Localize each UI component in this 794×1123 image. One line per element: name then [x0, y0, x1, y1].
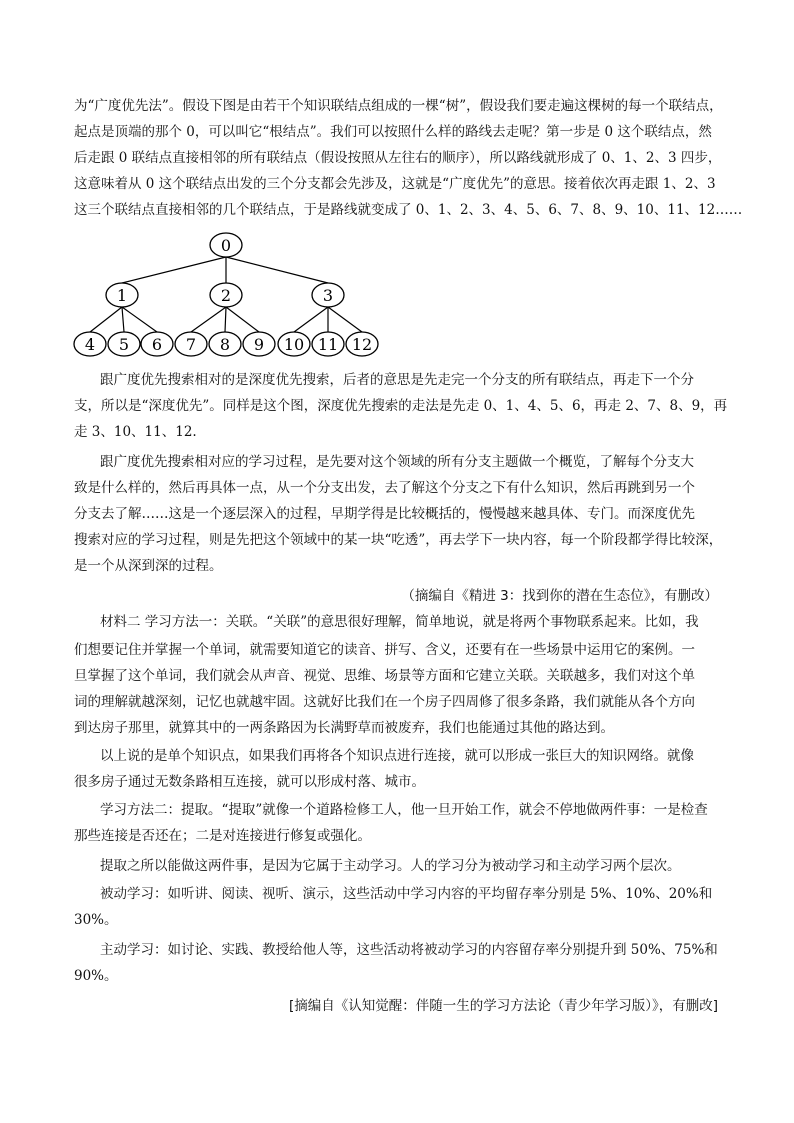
tree-node-label: 5 [118, 335, 130, 354]
text-line: 旦掌握了这个单词，我们就会从声音、视觉、思维、场景等方面和它建立关联。关联越多，我们对这个单 [74, 668, 695, 684]
text-line: 致是什么样的，然后再具体一点，从一个分支出发，去了解这个分支之下有什么知识，然后再跳到另一个 [74, 480, 695, 496]
text-line: 搜索对应的学习过程，则是先把这个领域中的某一块“吃透”，再去学下一块内容，每一个阶段都学得比较深， [74, 532, 723, 548]
tree-node-label: 6 [151, 335, 163, 354]
text-line: 被动学习：如听讲、阅读、视听、演示，这些活动中学习内容的平均留存率分别是 5%、10%、20%和 [100, 886, 713, 902]
text-line: 为“广度优先法”。假设下图是由若干个知识联结点组成的一棵“树”，假设我们要走遍这棵树的每一个联结点， [74, 98, 723, 114]
tree-node-label: 3 [322, 286, 334, 305]
tree-node-label: 4 [84, 335, 96, 354]
tree-node-label: 7 [185, 335, 197, 354]
tree-node-label: 0 [220, 236, 232, 255]
tree-node-label: 1 [116, 286, 128, 305]
text-line: 那些连接是否还在；二是对连接进行修复或强化。 [74, 828, 371, 844]
tree-node-label: 12 [351, 335, 373, 354]
text-line: 30%。 [74, 912, 118, 928]
tree-node-label: 2 [220, 286, 232, 305]
text-line: 是一个从深到深的过程。 [74, 558, 223, 574]
tree-node-label: 11 [317, 335, 339, 354]
text-line: 起点是顶端的那个 0，可以叫它“根结点”。我们可以按照什么样的路线去走呢？第一步是 0 这个联结点，然 [74, 124, 712, 140]
text-line: 后走跟 0 联结点直接相邻的所有联结点（假设按照从左往右的顺序），所以路线就形成了 0、1、2、3 四步， [74, 150, 722, 166]
source-citation: （摘编自《精进 3：找到你的潜在生态位》，有删改） [401, 588, 718, 604]
text-line: 提取之所以能做这两件事，是因为它属于主动学习。人的学习分为被动学习和主动学习两个层次。 [100, 858, 681, 874]
text-line: 学习方法二：提取。“提取”就像一个道路检修工人，他一旦开始工作，就会不停地做两件事：一是检查 [100, 802, 708, 818]
text-line: 这意味着从 0 这个联结点出发的三个分支都会先涉及，这就是“广度优先”的意思。接着依次再走跟 1、2、3 [74, 176, 716, 192]
tree-node-label: 9 [253, 335, 265, 354]
tree-node-label: 8 [219, 335, 231, 354]
text-line: 走 3、10、11、12. [74, 424, 197, 440]
text-line: 跟广度优先搜索相对的是深度优先搜索，后者的意思是先走完一个分支的所有联结点，再走下一个分 [100, 372, 694, 388]
source-citation: [摘编自《认知觉醒：伴随一生的学习方法论（青少年学习版）》，有删改] [288, 998, 718, 1014]
text-line: 支，所以是“深度优先”。同样是这个图，深度优先搜索的走法是先走 0、1、4、5、6，再走 2、7、8、9，再 [74, 398, 728, 414]
text-line: 很多房子通过无数条路相互连接，就可以形成村落、城市。 [74, 774, 425, 790]
text-line: 主动学习：如讨论、实践、教授给他人等，这些活动将被动学习的内容留存率分别提升到 50%、75%和 [100, 942, 718, 958]
text-line: 这三个联结点直接相邻的几个联结点，于是路线就变成了 0、1、2、3、4、5、6、7、8、9、10、11、12…… [74, 202, 743, 218]
text-line: 到达房子那里，就算其中的一两条路因为长满野草而被废弃，我们也能通过其他的路达到。 [74, 720, 614, 736]
text-line: 材料二 学习方法一：关联。“关联”的意思很好理解，简单地说，就是将两个事物联系起来。比如，我 [100, 614, 699, 630]
tree-diagram [60, 225, 400, 365]
text-line: 们想要记住并掌握一个单词，就需要知道它的读音、拼写、含义，还要有在一些场景中运用它的案例。一 [74, 642, 695, 658]
tree-node-label: 10 [283, 335, 305, 354]
text-line: 90%。 [74, 968, 118, 984]
text-line: 词的理解就越深刻，记忆也就越牢固。这就好比我们在一个房子四周修了很多条路，我们就能从各个方向 [74, 694, 695, 710]
text-line: 以上说的是单个知识点，如果我们再将各个知识点进行连接，就可以形成一张巨大的知识网络。就像 [100, 748, 694, 764]
text-line: 跟广度优先搜索相对应的学习过程，是先要对这个领域的所有分支主题做一个概览，了解每个分支大 [100, 454, 694, 470]
text-line: 分支去了解……这是一个逐层深入的过程，早期学得是比较概括的，慢慢越来越具体、专门。而深度优先 [74, 506, 695, 522]
